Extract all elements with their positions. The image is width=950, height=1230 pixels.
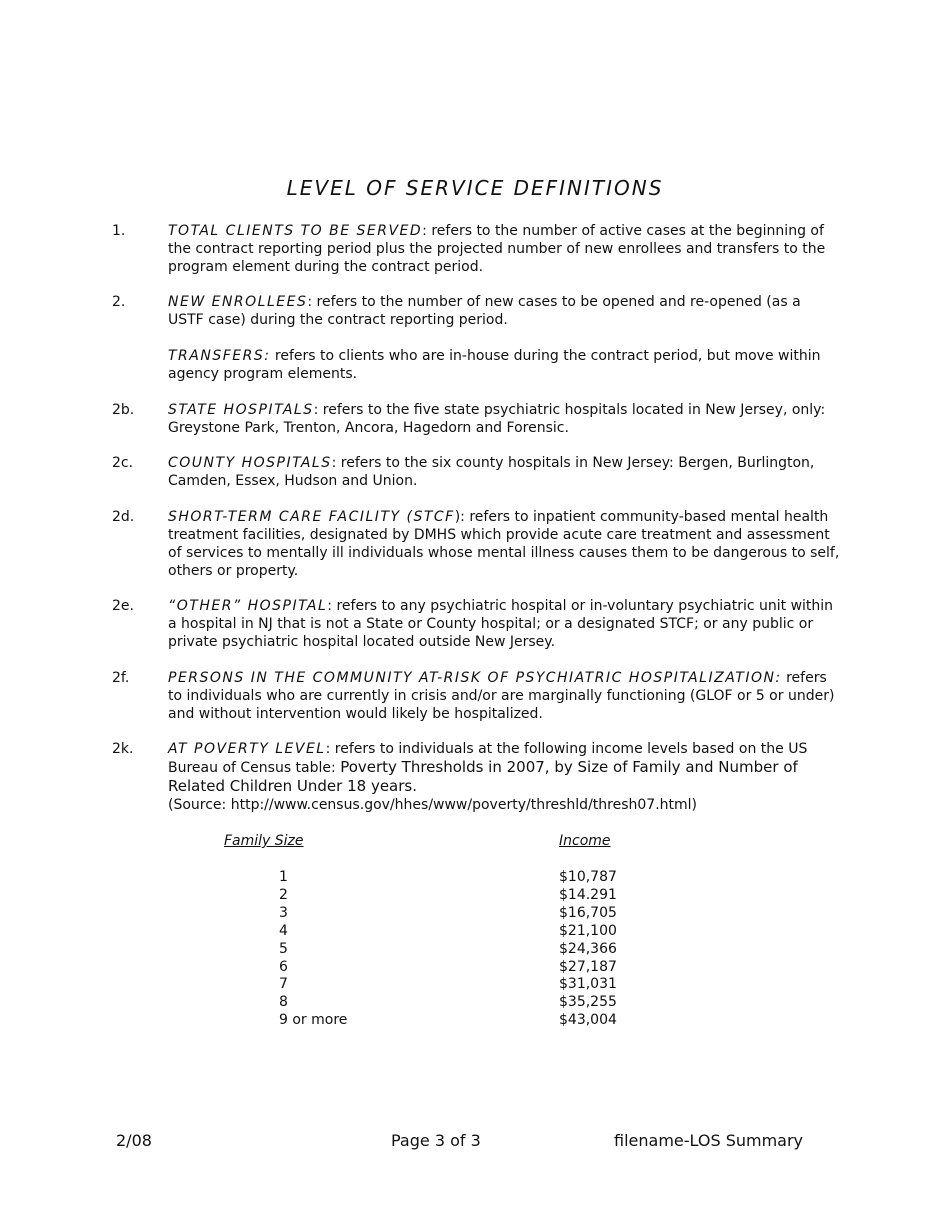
footer-date: 2/08 — [116, 1131, 152, 1150]
definition-description: ): refers to inpatient community-based mental health treatment facilities, designated by DMHS which provide acute care treatment and assessment of services to mentally ill individuals whose mental illness causes them to be dangerous to self, others or property. — [168, 509, 840, 579]
definition-text — [168, 222, 840, 276]
item-number: 2b. — [112, 402, 135, 418]
income-header: Income — [559, 833, 611, 849]
page-title: LEVEL OF SERVICE DEFINITIONS — [286, 176, 664, 200]
item-number: 2d. — [112, 509, 135, 525]
definition-description: : refers to individuals at the following income levels based on the US Bureau of Census table: — [168, 741, 808, 776]
definition-text — [168, 454, 840, 490]
family-size-cell: 3 — [279, 905, 288, 921]
family-size-cell: 5 — [279, 941, 288, 957]
item-number: 2k. — [112, 741, 134, 757]
definition-text — [168, 293, 840, 329]
income-cell: $35,255 — [559, 994, 617, 1010]
source-citation: (Source: http://www.census.gov/hhes/www/poverty/threshld/thresh07.html) — [168, 797, 697, 813]
definition-term: AT POVERTY LEVEL — [168, 741, 326, 757]
definition-description: refers to individuals who are currently in crisis and/or are marginally functioning (GLOF or 5 or under) and without intervention would likely be hospitalized. — [168, 670, 835, 722]
definition-term: PERSONS IN THE COMMUNITY AT-RISK OF PSYCHIATRIC HOSPITALIZATION: — [168, 670, 782, 686]
income-cell: $14.291 — [559, 887, 617, 903]
family-size-cell: 4 — [279, 923, 288, 939]
definition-description: : refers to the six county hospitals in New Jersey: Bergen, Burlington, Camden, Essex, Hudson and Union. — [168, 455, 815, 489]
item-number: 2f. — [112, 670, 130, 686]
footer-page-number: Page 3 of 3 — [391, 1131, 481, 1150]
definition-term: TOTAL CLIENTS TO BE SERVED — [168, 223, 423, 239]
income-cell: $10,787 — [559, 869, 617, 885]
definition-description: : refers to the five state psychiatric hospitals located in New Jersey, only: Greystone Park, Trenton, Ancora, Hagedorn and Forensic. — [168, 402, 826, 436]
definition-term: STATE HOSPITALS — [168, 402, 314, 418]
census-table-title: Poverty Thresholds in 2007, by Size of Family and Number of Related Children Under 18 years. — [168, 758, 798, 795]
income-cell: $31,031 — [559, 976, 617, 992]
definition-description: : refers to the number of active cases at the beginning of the contract reporting period plus the projected number of new enrollees and transfers to the program element during the contract period. — [168, 223, 826, 275]
family-size-cell: 7 — [279, 976, 288, 992]
definition-description: refers to clients who are in-house during the contract period, but move within agency program elements. — [168, 348, 821, 382]
family-size-cell: 8 — [279, 994, 288, 1010]
definition-term: SHORT-TERM CARE FACILITY (STCF — [168, 509, 455, 525]
definition-text — [168, 401, 840, 437]
item-number: 2c. — [112, 455, 134, 471]
item-number: 2. — [112, 294, 126, 310]
family-size-cell: 6 — [279, 959, 288, 975]
income-cell: $27,187 — [559, 959, 617, 975]
definition-term: TRANSFERS: — [168, 348, 271, 364]
definition-text — [168, 669, 840, 723]
item-number: 1. — [112, 223, 126, 239]
family-size-header: Family Size — [224, 833, 304, 849]
definition-description: : refers to the number of new cases to be opened and re-opened (as a USTF case) during the contract reporting period. — [168, 294, 801, 328]
definition-text — [168, 347, 840, 383]
definition-term: COUNTY HOSPITALS — [168, 455, 332, 471]
item-number: 2e. — [112, 598, 134, 614]
income-cell: $43,004 — [559, 1012, 617, 1028]
definition-description: : refers to any psychiatric hospital or in-voluntary psychiatric unit within a hospital in NJ that is not a State or County hospital; or a designated STCF; or any public or private psychiatric hospital located outside New Jersey. — [168, 598, 834, 650]
definition-term: NEW ENROLLEES — [168, 294, 308, 310]
footer-filename: filename-LOS Summary — [614, 1131, 804, 1150]
definition-text — [168, 597, 840, 651]
income-cell: $24,366 — [559, 941, 617, 957]
family-size-cell: 2 — [279, 887, 288, 903]
definition-text — [168, 740, 840, 814]
definition-text — [168, 508, 840, 580]
income-cell: $16,705 — [559, 905, 617, 921]
income-cell: $21,100 — [559, 923, 617, 939]
definition-term: “OTHER” HOSPITAL — [168, 598, 328, 614]
family-size-cell: 1 — [279, 869, 288, 885]
family-size-cell: 9 or more — [279, 1012, 348, 1028]
